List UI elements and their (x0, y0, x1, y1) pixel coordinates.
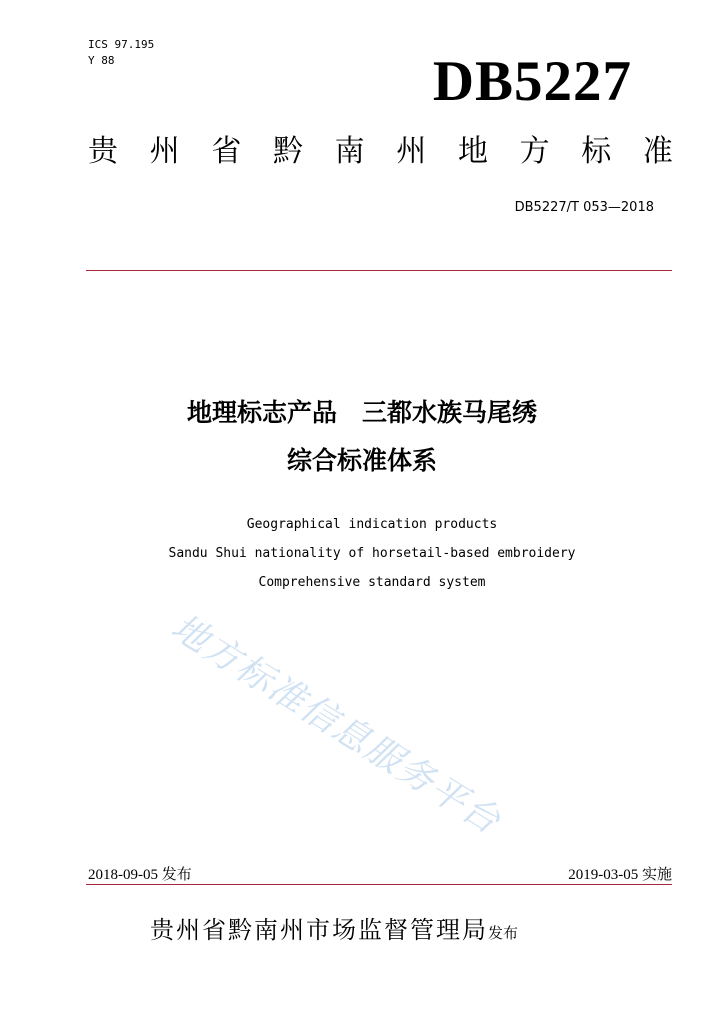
bottom-divider (86, 884, 672, 885)
issuer (150, 910, 518, 945)
standard-name-char: 标 (581, 134, 612, 169)
standard-name-char: 南 (334, 134, 365, 169)
standard-number: DB5227/T 053—2018 (514, 200, 654, 215)
standard-name-char: 准 (642, 134, 673, 169)
standard-name-char: 黔 (272, 134, 303, 169)
ics-classification (88, 37, 154, 69)
standard-category-name (88, 132, 673, 172)
standard-name-char: 省 (211, 134, 242, 169)
title-en-line1: Geographical indication products (246, 517, 498, 532)
title-en-line3: Comprehensive standard system (258, 575, 486, 590)
title-zh-line2: 综合标准体系 (286, 446, 437, 475)
standard-name-char: 地 (457, 134, 488, 169)
standard-name-char: 方 (519, 134, 550, 169)
issuer-suffix: 发布 (488, 924, 519, 942)
implement-date: 2019-03-05 实施 (568, 867, 672, 883)
ccs-code: Y 88 (88, 54, 115, 67)
publish-date: 2018-09-05 发布 (88, 867, 192, 883)
watermark: 地方标准信息服务平台 (164, 606, 509, 843)
standard-name-char: 州 (149, 134, 180, 169)
top-divider (86, 270, 672, 271)
standard-name-char: 州 (396, 134, 427, 169)
title-zh-line1: 地理标志产品 三都水族马尾绣 (186, 398, 537, 427)
ics-code: ICS 97.195 (88, 38, 155, 51)
title-en-line2: Sandu Shui nationality of horsetail-based embroidery (168, 546, 576, 561)
standard-code: DB5227 (432, 50, 632, 113)
issuer-name: 贵州省黔南州市场监督管理局 (150, 916, 488, 944)
standard-name-char: 贵 (88, 134, 118, 169)
